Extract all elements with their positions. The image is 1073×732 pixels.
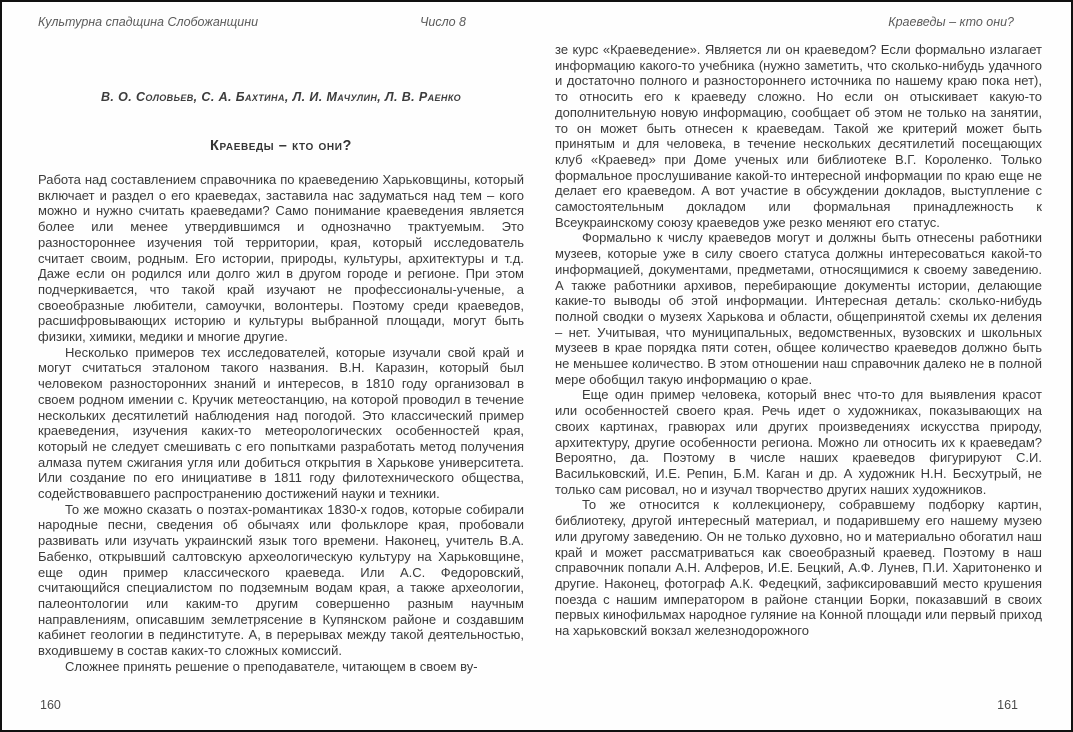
page-number-left: 160 — [40, 698, 61, 712]
page-right — [555, 2, 1042, 732]
body-text-right — [555, 42, 1042, 639]
paragraph: зе курс «Краеведение». Является ли он краеведом? Если формально излагает информацию какого-то учебника (нужно заметить, что сколько-нибудь удачного и достаточно полного и разностороннего источника по нашему краю пока нет), то относить его к краеведу сложно. Но если он отыскивает какую-то дополнительную новую информацию, сообщает об этом не только на занятии, то он может быть отнесен к краеведам. Такой же критерий может быть принятым и для человека, в течение нескольких десятилетий посещающих клуб «Краевед» при Доме ученых или библиотеке В.Г. Короленко. Только формальное прослушивание какой-то интересной информации по краю еще не делает его краеведом. А вот участие в обсуждении докладов, выступление с самостоятельным докладом или формальная принадлежность к Всеукраинскому союзу краеведов уже резко меняют его статус. — [555, 42, 1042, 230]
paragraph: Несколько примеров тех исследователей, которые изучали свой край и могут считаться эталоном такого названия. В.Н. Каразин, который был человеком разносторонних знаний и интересов, в 1810 году организовал в своем родном имении с. Кручик метеостанцию, на которой проводил в течение нескольких десятилетий наблюдения над погодой. Это классический пример краеведения, изучения каких-то метеорологических особенностей края, который не следует смешивать с его попытками разработать метод получения алмаза путем сжигания угля или добиться открытия в Харькове университета. Или создание по его инициативе в 1811 году филотехнического общества, содействовавшего распространению достижений науки и техники. — [38, 344, 524, 502]
page-number-right: 161 — [997, 698, 1018, 712]
authors-line: В. О. Соловьев, С. А. Бахтина, Л. И. Мачулин, Л. В. Раенко — [100, 90, 462, 104]
running-head-left — [38, 15, 524, 29]
paragraph: Формально к числу краеведов могут и должны быть отнесены работники музеев, которые уже в силу своего статуса должны интересоваться какой-то информацией, документами, предметами, относящимися к своему заведению. А также работники архивов, перебирающие документы истории, делающие какие-то выводы об этой информации. Интересная деталь: сколько-нибудь полной сводки о музеях Харькова и области, общепринятой схемы их деления – нет. Учитывая, что муниципальных, ведомственных, вузовских и школьных музеев в крае порядка пяти сотен, общее количество краеведов должно быть не меньшее количество. В этом отношении наш справочник далеко не в полной мере обобщил такую информацию о крае. — [555, 230, 1042, 387]
page-left — [38, 2, 524, 732]
paragraph: Сложнее принять решение о преподавателе, читающем в своем ву- — [65, 658, 478, 674]
paragraph: Еще один пример человека, который внес что-то для выявления красот или особенностей своего края. Речь идет о художниках, показывающих на своих картинах, гравюрах или других произведениях искусства природу, архитектуру, другие особенности региона. Можно ли относить их к краеведам? Вероятно, да. Поэтому в числе наших краеведов фигурируют С.И. Васильковский, И.Е. Репин, Б.М. Каган и др. А художник Н.Н. Бесхутрый, не только сам рисовал, но и изучал творчество других наших художников. — [555, 387, 1042, 497]
journal-title: Культурна спадщина Слобожанщини — [38, 15, 259, 29]
article-title: Краеведы – кто они? — [210, 138, 352, 154]
paragraph: То же можно сказать о поэтах-романтиках 1830-х годов, которые собирали народные песни, сведения об обычаях или фольклоре края, пробовали развивать или изучать украинский язык того времени. Наконец, учитель В.А. Бабенко, открывший салтовскую археологическую культуру на Харьковщине, еще один пример классического краеведа. Или А.С. Федоровский, считающийся специалистом по подземным водам края, а также археологии, палеонтологии или каким-то другим совершенно разным научным направлениям, описавшим землетрясение в Купянском районе и создавшим кабинет геологии в пединституте. А, в перерывах между такой деятельностью, входившему в состав каких-то сложных комиссий. — [38, 501, 524, 659]
paragraph: Работа над составлением справочника по краеведению Харьковщины, который включает и раздел о его краеведах, заставила нас задуматься над тем – кого можно и нужно считать краеведами? Само понимание краеведения является более или менее утвердившимся и однозначно трактуемым. Это разностороннее изучения той территории, края, который исследователь считает своим, родным. Его истории, природы, культуры, архитектуры и т.д. Даже если он родился или долго жил в другом городе и регионе. При этом подчеркивается, что такой край изучают не профессионалы-ученые, а своеобразные любители, самоучки, волонтеры. Поэтому среди краеведов, расшифровывающих историю и культуры выбранной площади, могут быть физики, химики, медики и многие другие. — [38, 172, 524, 345]
running-title: Краеведы – кто они? — [888, 15, 1014, 29]
paragraph: То же относится к коллекционеру, собравшему подборку картин, библиотеку, другой интересный материал, и подарившему его нашему музею или другому заведению. Он не только духовно, но и материально обогатил наш край и может рассматриваться как своеобразный краевед. Поэтому в наш справочник попали А.Н. Алферов, И.Е. Бецкий, А.Ф. Лунев, П.И. Харитоненко и другие. Наконец, фотограф А.К. Федецкий, зафиксировавший место крушения поезда с нашим императором в районе станции Борки, показавший в своих первых кинофильмах народное гуляние на Конной площади или первый приход на харьковский вокзал железнодорожного — [555, 497, 1042, 639]
issue-number: Число 8 — [419, 15, 466, 29]
running-head-right — [555, 15, 1042, 29]
body-text-left — [38, 172, 524, 675]
